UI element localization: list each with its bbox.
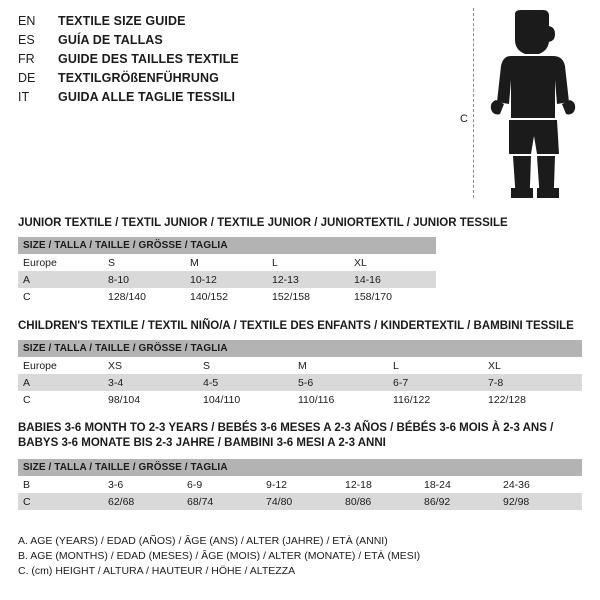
cell-value: 68/74 [187,493,266,510]
cell-value: L [393,357,488,374]
cell-value: 8-10 [108,271,190,288]
table-row [18,391,582,408]
cell-value: 7-8 [488,374,582,391]
language-code: FR [18,52,35,66]
legend-block [18,534,578,579]
cell-value: S [108,254,190,271]
table-row [18,357,582,374]
cell-value: 24-36 [503,476,582,493]
junior-size-table [18,237,436,305]
row-label: A [18,374,108,391]
cell-value: 5-6 [298,374,393,391]
language-title: GUIDA ALLE TAGLIE TESSILI [58,90,236,104]
language-row [18,90,348,109]
table-row [18,271,436,288]
cell-value: 3-6 [108,476,187,493]
table-header-label: SIZE / TALLA / TAILLE / GRÖSSE / TAGLIA [18,459,582,476]
cell-value: M [298,357,393,374]
cell-value: 6-7 [393,374,488,391]
row-label: C [18,391,108,408]
row-label: C [18,493,108,510]
cell-value: 12-13 [272,271,354,288]
row-label: C [18,288,108,305]
cell-value: 158/170 [354,288,436,305]
row-label: B [18,476,108,493]
language-title: TEXTILGRÖßENFÜHRUNG [58,71,219,85]
section-title-babies-line1: BABIES 3-6 MONTH TO 2-3 YEARS / BEBÉS 3-6 MESES A 2-3 AÑOS / BÉBÉS 3-6 MOIS À 2-3 ANS / [18,422,554,434]
cell-value: 140/152 [190,288,272,305]
cell-value: 18-24 [424,476,503,493]
language-code: ES [18,33,35,47]
children-size-table [18,340,582,408]
cell-value: 92/98 [503,493,582,510]
section-title-children: CHILDREN'S TEXTILE / TEXTIL NIÑO/A / TEXTILE DES ENFANTS / KINDERTEXTIL / BAMBINI TESSILE [18,320,574,332]
cell-value: 6-9 [187,476,266,493]
language-title: GUIDE DES TAILLES TEXTILE [58,52,239,66]
cell-value: 14-16 [354,271,436,288]
language-row [18,14,348,33]
table-header-label: SIZE / TALLA / TAILLE / GRÖSSE / TAGLIA [18,340,582,357]
legend-line-c: C. (cm) HEIGHT / ALTURA / HAUTEUR / HÖHE / ALTEZZA [18,565,296,577]
language-row [18,52,348,71]
table-header-label: SIZE / TALLA / TAILLE / GRÖSSE / TAGLIA [18,237,436,254]
cell-value: 3-4 [108,374,203,391]
cell-value: 4-5 [203,374,298,391]
dashed-measure-line [473,8,474,198]
section-title-babies-line2: BABYS 3-6 MONATE BIS 2-3 JAHRE / BAMBINI 3-6 MESI A 2-3 ANNI [18,437,386,449]
table-row [18,493,582,510]
cell-value: 116/122 [393,391,488,408]
language-title-block [18,14,348,109]
language-title: TEXTILE SIZE GUIDE [58,14,186,28]
language-title: GUÍA DE TALLAS [58,33,163,47]
language-code: DE [18,71,36,85]
table-header-row [18,237,436,254]
language-row [18,71,348,90]
table-row [18,254,436,271]
cell-value: M [190,254,272,271]
cell-value: 98/104 [108,391,203,408]
cell-value: 9-12 [266,476,345,493]
cell-value: 62/68 [108,493,187,510]
language-code: EN [18,14,36,28]
cell-value: XS [108,357,203,374]
table-row [18,476,582,493]
row-label: Europe [18,357,108,374]
cell-value: 110/116 [298,391,393,408]
language-code: IT [18,90,30,104]
child-silhouette-icon [485,10,585,198]
section-title-junior: JUNIOR TEXTILE / TEXTIL JUNIOR / TEXTILE JUNIOR / JUNIORTEXTIL / JUNIOR TESSILE [18,217,508,229]
cell-value: 74/80 [266,493,345,510]
cell-value: XL [488,357,582,374]
measurement-figure [440,8,590,198]
cell-value: 128/140 [108,288,190,305]
babies-size-table [18,459,582,510]
legend-line-a: A. AGE (YEARS) / EDAD (AÑOS) / ÂGE (ANS) / ALTER (JAHRE) / ETÀ (ANNI) [18,535,388,547]
table-row [18,288,436,305]
row-label: Europe [18,254,108,271]
legend-line-b: B. AGE (MONTHS) / EDAD (MESES) / ÂGE (MOIS) / ALTER (MONATE) / ETÀ (MESI) [18,550,421,562]
cell-value: XL [354,254,436,271]
measure-label-c: C [460,113,468,125]
cell-value: 122/128 [488,391,582,408]
cell-value: 104/110 [203,391,298,408]
table-header-row [18,459,582,476]
cell-value: 80/86 [345,493,424,510]
language-row [18,33,348,52]
cell-value: 12-18 [345,476,424,493]
table-row [18,374,582,391]
cell-value: 152/158 [272,288,354,305]
cell-value: 86/92 [424,493,503,510]
cell-value: L [272,254,354,271]
table-header-row [18,340,582,357]
cell-value: 10-12 [190,271,272,288]
cell-value: S [203,357,298,374]
row-label: A [18,271,108,288]
